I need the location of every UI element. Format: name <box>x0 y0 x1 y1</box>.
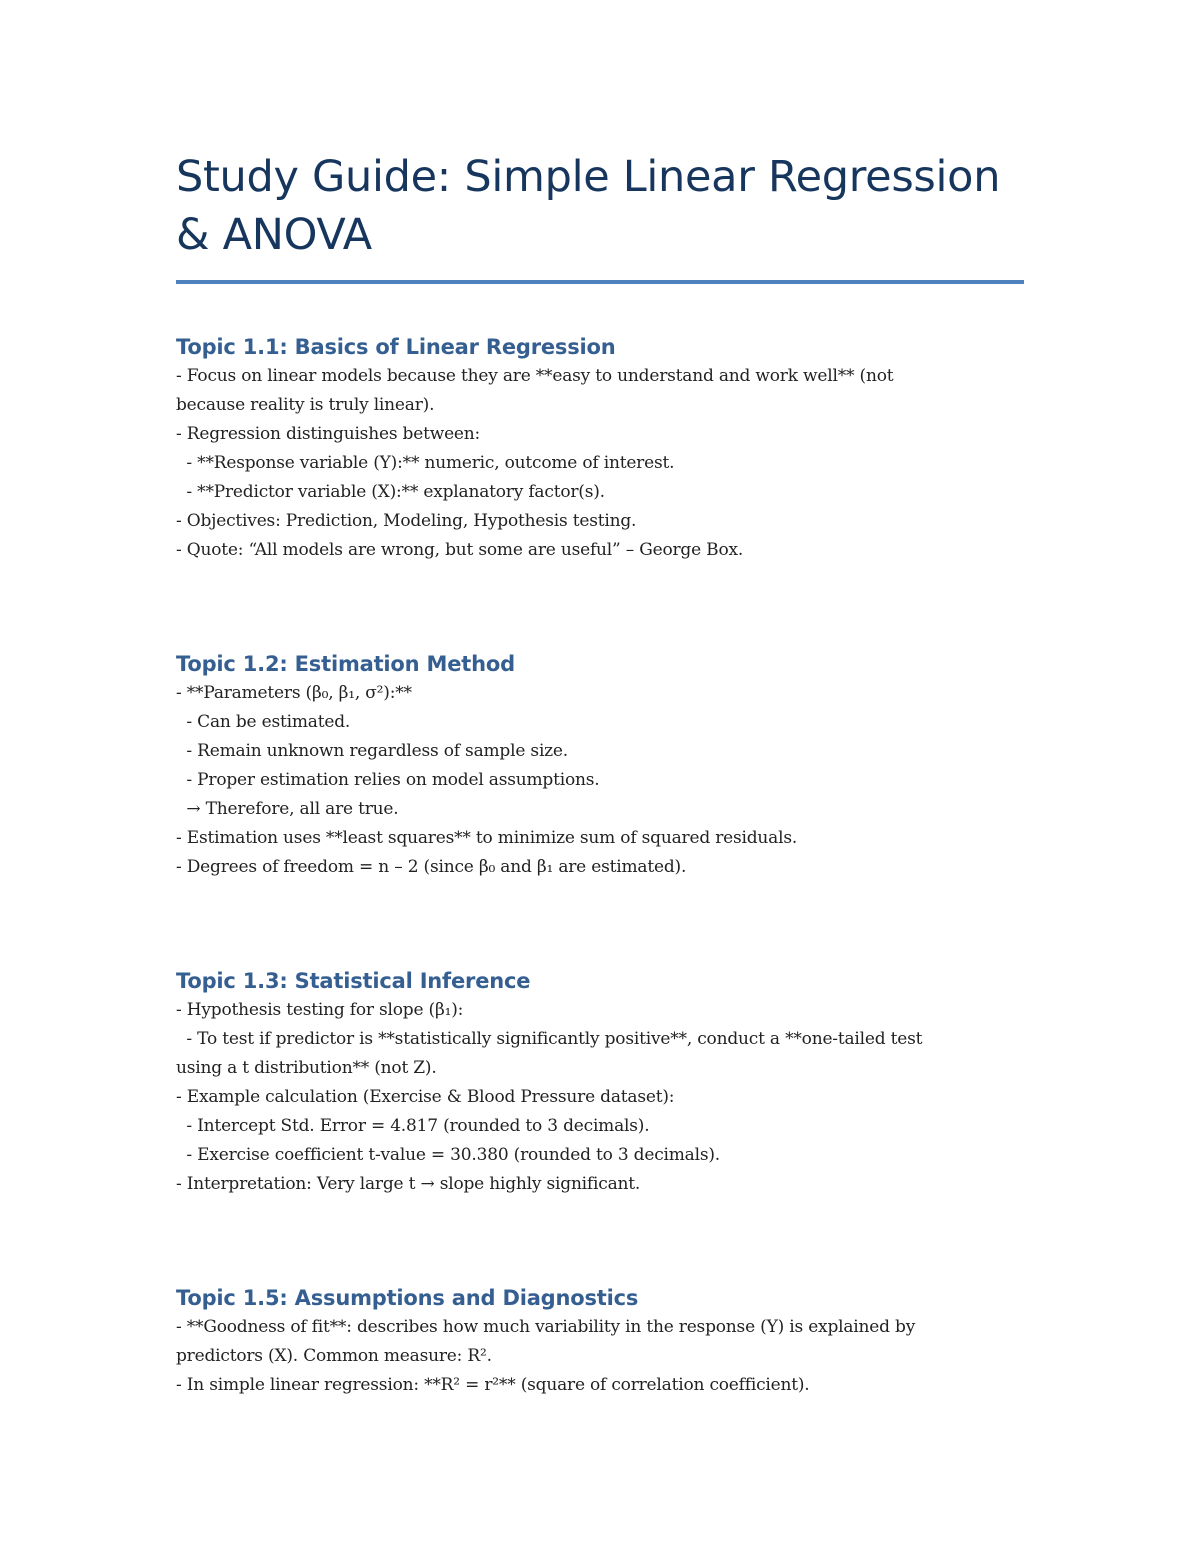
body-line: - Objectives: Prediction, Modeling, Hypothesis testing. <box>176 511 637 531</box>
title-underline-rule <box>176 280 1024 284</box>
body-line: using a t distribution** (not Z). <box>176 1058 437 1078</box>
body-line: - Quote: “All models are wrong, but some are useful” – George Box. <box>176 540 744 560</box>
body-line: - Interpretation: Very large t → slope highly significant. <box>176 1174 641 1194</box>
body-line: - **Predictor variable (X):** explanatory factor(s). <box>176 482 605 502</box>
body-line: because reality is truly linear). <box>176 395 435 415</box>
section-heading: Topic 1.1: Basics of Linear Regression <box>176 335 616 359</box>
body-line: - Regression distinguishes between: <box>176 424 481 444</box>
body-line: predictors (X). Common measure: R². <box>176 1346 492 1366</box>
body-line: - Exercise coefficient t-value = 30.380 (rounded to 3 decimals). <box>176 1145 721 1165</box>
body-line: - Hypothesis testing for slope (β₁): <box>176 1000 464 1020</box>
section-heading: Topic 1.3: Statistical Inference <box>176 969 531 993</box>
body-line: - **Goodness of fit**: describes how much variability in the response (Y) is explained by <box>176 1317 916 1337</box>
body-line: - Can be estimated. <box>176 712 351 732</box>
body-line: - Degrees of freedom = n – 2 (since β₀ and β₁ are estimated). <box>176 857 687 877</box>
document-title-line-2: & ANOVA <box>176 210 372 260</box>
section-topic-1-5 <box>176 1283 1026 1400</box>
section-topic-1-1 <box>176 332 1026 565</box>
section-heading: Topic 1.2: Estimation Method <box>176 652 515 676</box>
document-title-line-1: Study Guide: Simple Linear Regression <box>176 152 1001 202</box>
body-line: - To test if predictor is **statistically significantly positive**, conduct a **one-tailed test <box>176 1029 923 1049</box>
body-line: - Estimation uses **least squares** to minimize sum of squared residuals. <box>176 828 798 848</box>
body-line: - Remain unknown regardless of sample size. <box>176 741 569 761</box>
body-line: - **Response variable (Y):** numeric, outcome of interest. <box>176 453 675 473</box>
document-title <box>176 148 1026 264</box>
section-topic-1-2 <box>176 649 1026 882</box>
body-line: → Therefore, all are true. <box>176 799 399 819</box>
section-body <box>176 996 1026 1199</box>
section-heading: Topic 1.5: Assumptions and Diagnostics <box>176 1286 639 1310</box>
body-line: - Proper estimation relies on model assumptions. <box>176 770 600 790</box>
body-line: - Focus on linear models because they are **easy to understand and work well** (not <box>176 366 894 386</box>
section-body <box>176 1313 1026 1400</box>
section-topic-1-3 <box>176 966 1026 1199</box>
body-line: - Intercept Std. Error = 4.817 (rounded to 3 decimals). <box>176 1116 650 1136</box>
section-body <box>176 362 1026 565</box>
body-line: - **Parameters (β₀, β₁, σ²):** <box>176 683 412 703</box>
body-line: - Example calculation (Exercise & Blood Pressure dataset): <box>176 1087 675 1107</box>
document-page <box>176 148 1026 1400</box>
body-line: - In simple linear regression: **R² = r²** (square of correlation coefficient). <box>176 1375 810 1395</box>
section-body <box>176 679 1026 882</box>
